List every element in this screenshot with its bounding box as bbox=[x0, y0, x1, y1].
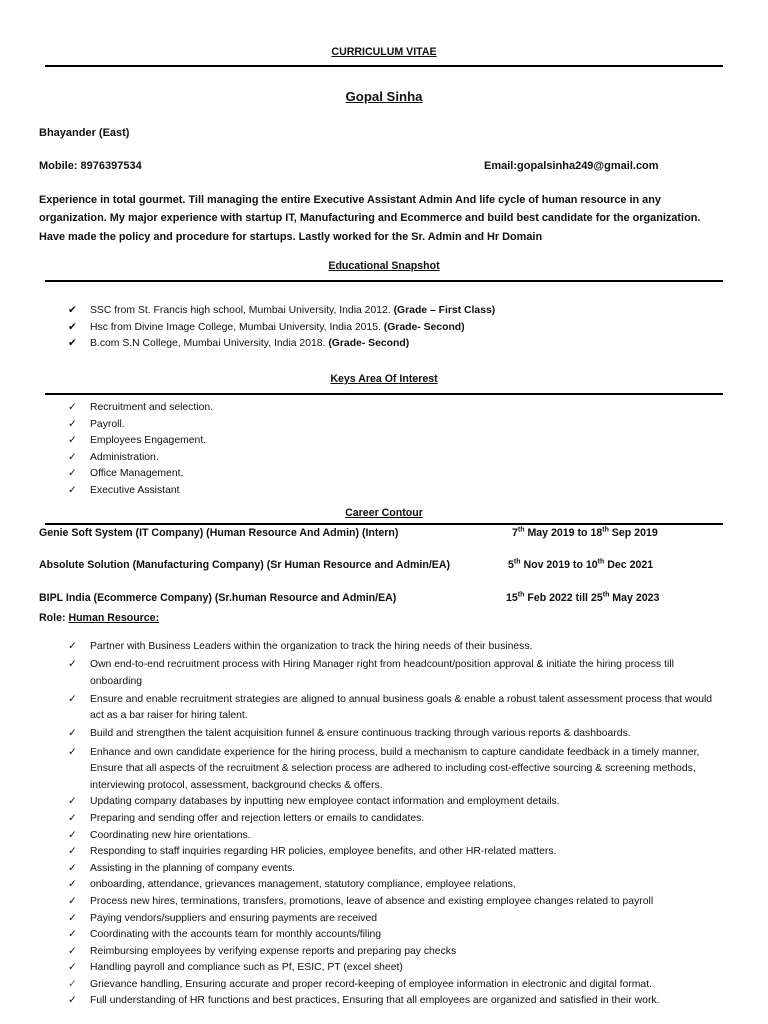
check-icon: ✓ bbox=[68, 879, 77, 891]
document-title: CURRICULUM VITAE bbox=[331, 46, 437, 58]
check-icon: ✓ bbox=[68, 402, 77, 413]
check-icon: ✓ bbox=[68, 846, 77, 858]
education-item: ✔ B.com S.N College, Mumbai University, India 2018. (Grade- Second) bbox=[68, 336, 495, 353]
check-icon: ✓ bbox=[68, 693, 77, 705]
check-icon: ✓ bbox=[68, 418, 77, 430]
role-value: Human Resource: bbox=[68, 612, 160, 624]
location: Bhayander (East) bbox=[39, 127, 130, 139]
education-item: ✔ SSC from St. Francis high school, Mumbai University, India 2012. (Grade – First Class) bbox=[68, 303, 495, 320]
check-icon: ✓ bbox=[68, 746, 77, 758]
interest-item: ✓ Executive Assistant bbox=[68, 483, 213, 500]
responsibility-item: ✓ Enhance and own candidate experience for the hiring process, build a mechanism to capture candidate feedback in a timely manner, Ensure that all aspects of the recruitment & selection process are adhered to including cost-effective sourcing & screening methods, interviewing protocol, assessment, background checks & offers. bbox=[68, 746, 700, 791]
interest-item: ✓ Payroll. bbox=[68, 417, 213, 434]
responsibility-item: ✓ Ensure and enable recruitment strategies are aligned to annual business goals & enable a robust talent assessment process that would act as a bar raiser for hiring talent. bbox=[68, 693, 713, 722]
responsibility-item: ✓ Process new hires, terminations, transfers, promotions, leave of absence and existing employee changes related to payroll bbox=[68, 894, 728, 911]
profile-summary: Experience in total gourmet. Till managing the entire Executive Assistant Admin And life cycle of human resource in any organization. My major experience with startup IT, Manufacturing and Ecommerce and build best candidate for the organization. Have made the policy and procedure for startups. Lastly worked for the Sr. Admin and Hr Domain bbox=[39, 194, 701, 243]
responsibility-item: ✓ Updating company databases by inputting new employee contact information and employment details. bbox=[68, 794, 728, 811]
responsibility-item: ✓ Assisting in the planning of company events. bbox=[68, 861, 728, 878]
check-icon: ✓ bbox=[68, 895, 77, 907]
responsibility-item: ✓ Coordinating new hire orientations. bbox=[68, 828, 728, 845]
responsibility-item: ✓ Preparing and sending offer and rejection letters or emails to candidates. bbox=[68, 811, 728, 828]
job-company: Genie Soft System (IT Company) (Human Resource And Admin) (Intern) bbox=[39, 527, 399, 539]
responsibility-item: ✓ Full understanding of HR functions and best practices, Ensuring that all employees are organized and satisfied in their work. bbox=[68, 993, 728, 1010]
responsibility-item: ✓ Own end-to-end recruitment process with Hiring Manager right from headcount/position approval & initiate the hiring process till onboarding bbox=[68, 659, 674, 687]
job-company: BIPL India (Ecommerce Company) (Sr.human Resource and Admin/EA) bbox=[39, 592, 397, 604]
check-icon: ✓ bbox=[68, 962, 77, 974]
interests-heading: Keys Area Of Interest bbox=[330, 373, 438, 385]
education-list bbox=[68, 303, 495, 353]
candidate-name: Gopal Sinha bbox=[345, 89, 423, 104]
responsibilities-list bbox=[68, 639, 728, 1010]
education-rule bbox=[45, 280, 723, 282]
responsibility-item: ✓ Handling payroll and compliance such as Pf, ESIC, PT (excel sheet) bbox=[68, 960, 728, 977]
job-company: Absolute Solution (Manufacturing Company) (Sr Human Resource and Admin/EA) bbox=[39, 559, 451, 571]
responsibility-item: ✓ Build and strengthen the talent acquisition funnel & ensure continuous tracking through various reports & dashboards. bbox=[68, 726, 728, 743]
responsibility-item: ✓ Partner with Business Leaders within the organization to track the hiring needs of their business. bbox=[68, 639, 728, 656]
check-icon: ✓ bbox=[68, 728, 77, 740]
check-icon: ✓ bbox=[68, 435, 77, 447]
check-icon: ✓ bbox=[68, 945, 77, 957]
check-icon: ✓ bbox=[68, 451, 77, 463]
interest-item: ✓ Employees Engagement. bbox=[68, 433, 213, 450]
title-rule bbox=[45, 65, 723, 67]
check-icon: ✓ bbox=[68, 995, 77, 1007]
check-icon: ✓ bbox=[68, 929, 77, 941]
check-icon: ✓ bbox=[68, 978, 77, 990]
responsibility-item: ✓ Reimbursing employees by verifying expense reports and preparing pay checks bbox=[68, 944, 728, 961]
interests-list bbox=[68, 400, 213, 500]
check-icon: ✓ bbox=[68, 912, 77, 924]
check-icon: ✔ bbox=[68, 305, 77, 316]
check-icon: ✔ bbox=[68, 338, 77, 350]
check-icon: ✓ bbox=[68, 829, 77, 841]
check-icon: ✓ bbox=[68, 484, 77, 496]
job-dates: 15th Feb 2022 till 25th May 2023 bbox=[506, 591, 660, 604]
career-rule bbox=[45, 523, 723, 525]
responsibility-item: ✓ Coordinating with the accounts team for monthly accounts/filing bbox=[68, 927, 728, 944]
education-item: ✔ Hsc from Divine Image College, Mumbai University, India 2015. (Grade- Second) bbox=[68, 320, 495, 337]
interest-item: ✓ Recruitment and selection. bbox=[68, 400, 213, 417]
interest-item: ✓ Office Management. bbox=[68, 466, 213, 483]
career-heading: Career Contour bbox=[345, 507, 423, 519]
email: Email:gopalsinha249@gmail.com bbox=[484, 160, 659, 172]
responsibility-item: ✓ Grievance handling, Ensuring accurate and proper record-keeping of employee information in electronic and digital format. bbox=[68, 977, 728, 994]
check-icon: ✓ bbox=[68, 862, 77, 874]
job-dates: 7th May 2019 to 18th Sep 2019 bbox=[512, 526, 658, 539]
check-icon: ✓ bbox=[68, 659, 77, 671]
education-heading: Educational Snapshot bbox=[328, 260, 440, 272]
check-icon: ✔ bbox=[68, 321, 77, 333]
responsibility-item: ✓ onboarding, attendance, grievances management, statutory compliance, employee relations, bbox=[68, 877, 728, 894]
interest-item: ✓ Administration. bbox=[68, 450, 213, 467]
check-icon: ✓ bbox=[68, 796, 77, 808]
mobile: Mobile: 8976397534 bbox=[39, 160, 142, 172]
responsibility-item: ✓ Paying vendors/suppliers and ensuring payments are received bbox=[68, 911, 728, 928]
check-icon: ✓ bbox=[68, 468, 77, 480]
role-line: Role: Human Resource: bbox=[39, 612, 160, 624]
interests-rule bbox=[45, 393, 723, 395]
check-icon: ✓ bbox=[68, 812, 77, 824]
check-icon: ✓ bbox=[68, 641, 77, 652]
job-dates: 5th Nov 2019 to 10th Dec 2021 bbox=[508, 558, 654, 571]
responsibility-item: ✓ Responding to staff inquiries regarding HR policies, employee benefits, and other HR-related matters. bbox=[68, 844, 728, 861]
